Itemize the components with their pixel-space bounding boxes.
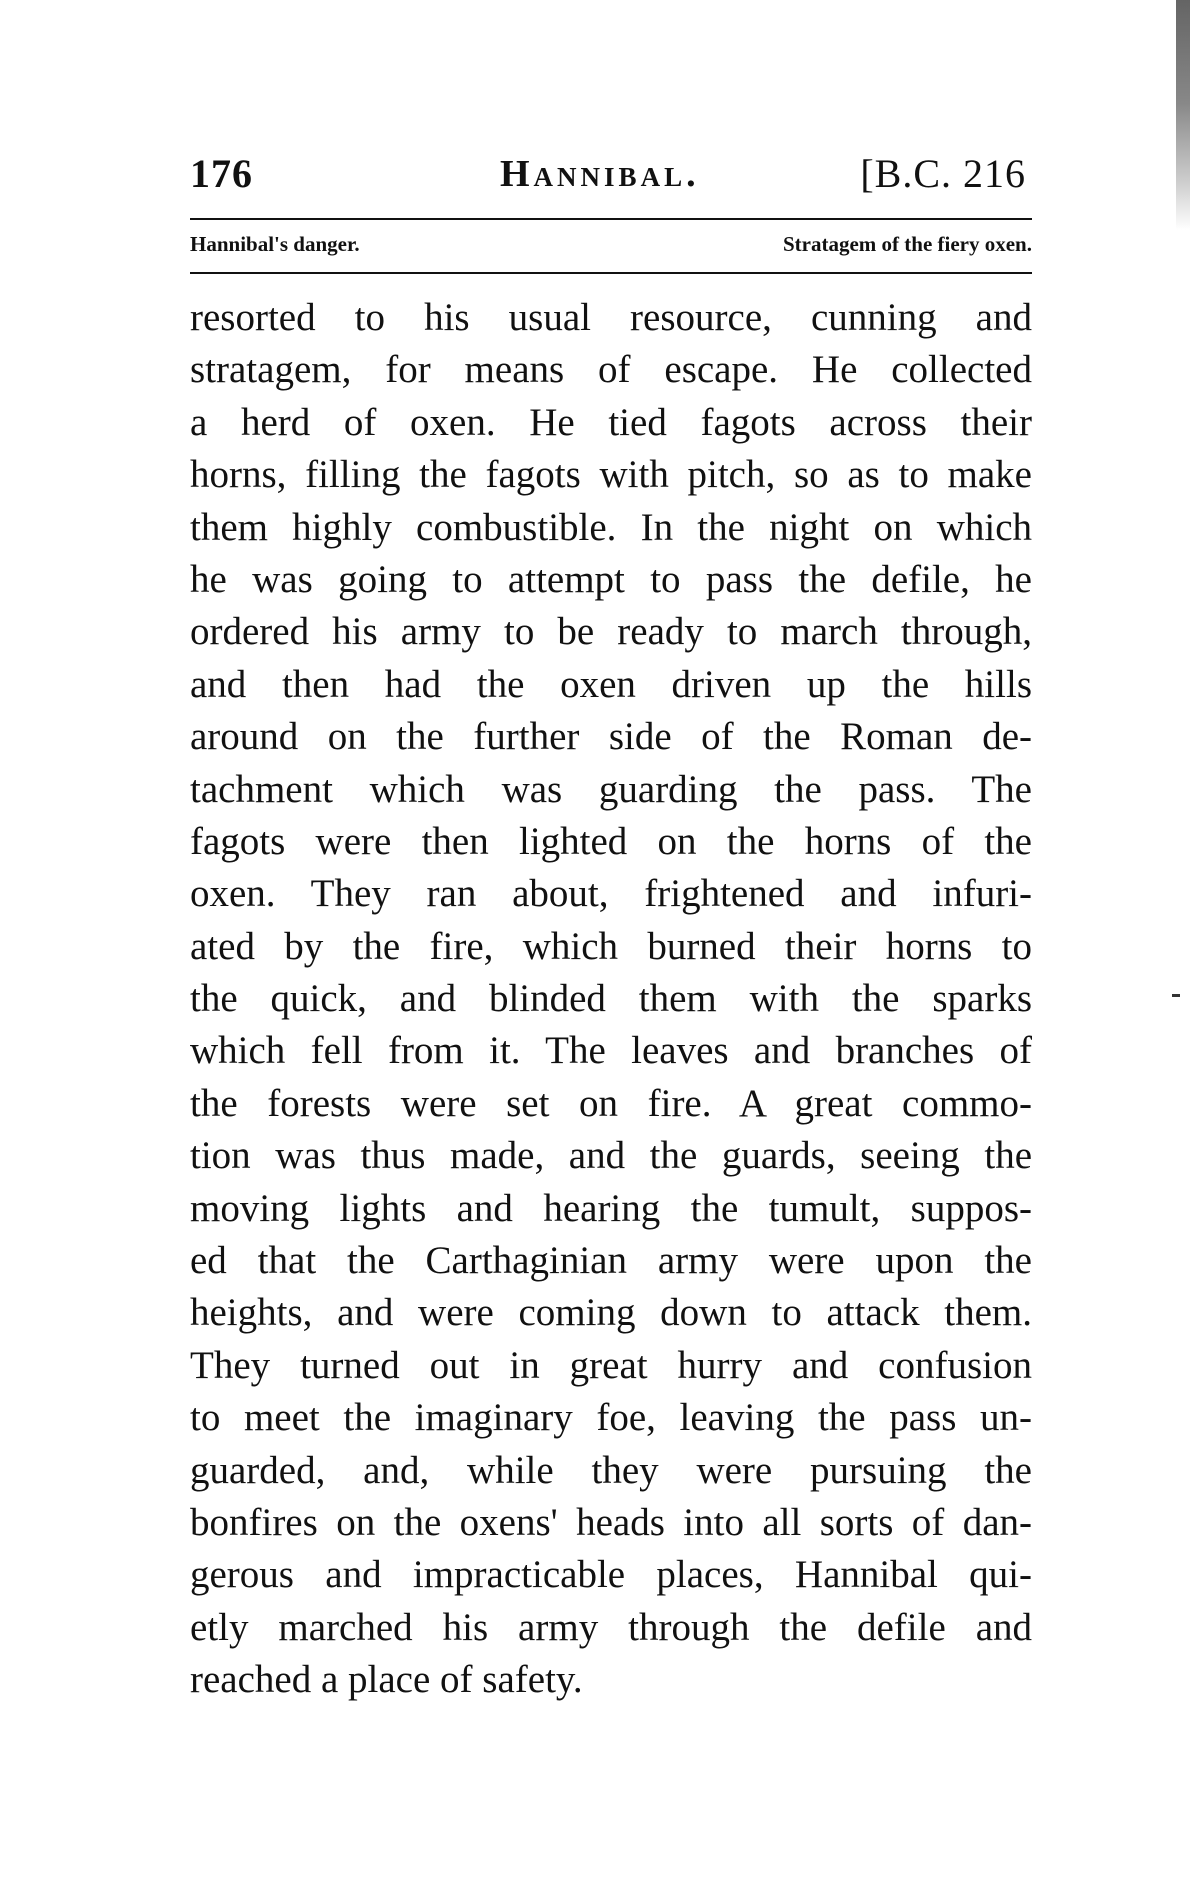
sidenote-rule (190, 272, 1032, 274)
text-line: gerous and impracticable places, Hannibal qui- (190, 1553, 1032, 1597)
text-line: and then had the oxen driven up the hills (190, 662, 1032, 706)
sidenote-right: Stratagem of the fiery oxen. (782, 232, 1032, 256)
text-line: them highly combustible. In the night on which (190, 505, 1032, 549)
date-range: [B.C. 216 (860, 151, 1026, 196)
text-line: around on the further side of the Roman de- (190, 715, 1032, 759)
text-line: guarded, and, while they were pursuing the (190, 1448, 1032, 1492)
text-line: a herd of oxen. He tied fagots across their (190, 400, 1032, 444)
text-line: he was going to attempt to pass the defile, he (190, 557, 1032, 601)
running-title: Hannibal. (500, 153, 700, 195)
header-rule (190, 218, 1032, 220)
text-line: which fell from it. The leaves and branches of (190, 1029, 1032, 1073)
body-text (190, 292, 1032, 1707)
text-line: tion was thus made, and the guards, seeing the (190, 1134, 1032, 1178)
text-line: stratagem, for means of escape. He collected (190, 348, 1032, 392)
text-line: etly marched his army through the defile and (190, 1605, 1032, 1649)
text-line: ed that the Carthaginian army were upon the (190, 1239, 1032, 1283)
text-line: ated by the fire, which burned their horns to (190, 924, 1032, 968)
text-line: tachment which was guarding the pass. The (190, 767, 1032, 811)
text-line: ordered his army to be ready to march through, (190, 610, 1032, 654)
text-line: moving lights and hearing the tumult, suppos- (190, 1186, 1032, 1230)
running-header (190, 150, 1032, 206)
text-line: reached a place of safety. (190, 1658, 583, 1702)
text-line: oxen. They ran about, frightened and infuri- (190, 872, 1032, 916)
text-line: the forests were set on fire. A great commo- (190, 1081, 1032, 1125)
sidenote-bar (190, 228, 1032, 264)
text-line: to meet the imaginary foe, leaving the pass un- (190, 1396, 1032, 1440)
text-line: heights, and were coming down to attack them. (190, 1291, 1032, 1335)
text-line: horns, filling the fagots with pitch, so as to make (190, 453, 1032, 497)
page-number: 176 (190, 151, 253, 196)
text-line: They turned out in great hurry and confusion (190, 1343, 1032, 1387)
text-line: resorted to his usual resource, cunning and (190, 296, 1032, 339)
margin-mark (1172, 994, 1180, 997)
sidenote-left: Hannibal's danger. (190, 232, 360, 256)
text-line: fagots were then lighted on the horns of the (190, 819, 1032, 863)
text-line: the quick, and blinded them with the sparks (190, 977, 1032, 1021)
page-edge-shadow (1176, 0, 1190, 230)
text-line: bonfires on the oxens' heads into all sorts of dan- (190, 1500, 1032, 1544)
